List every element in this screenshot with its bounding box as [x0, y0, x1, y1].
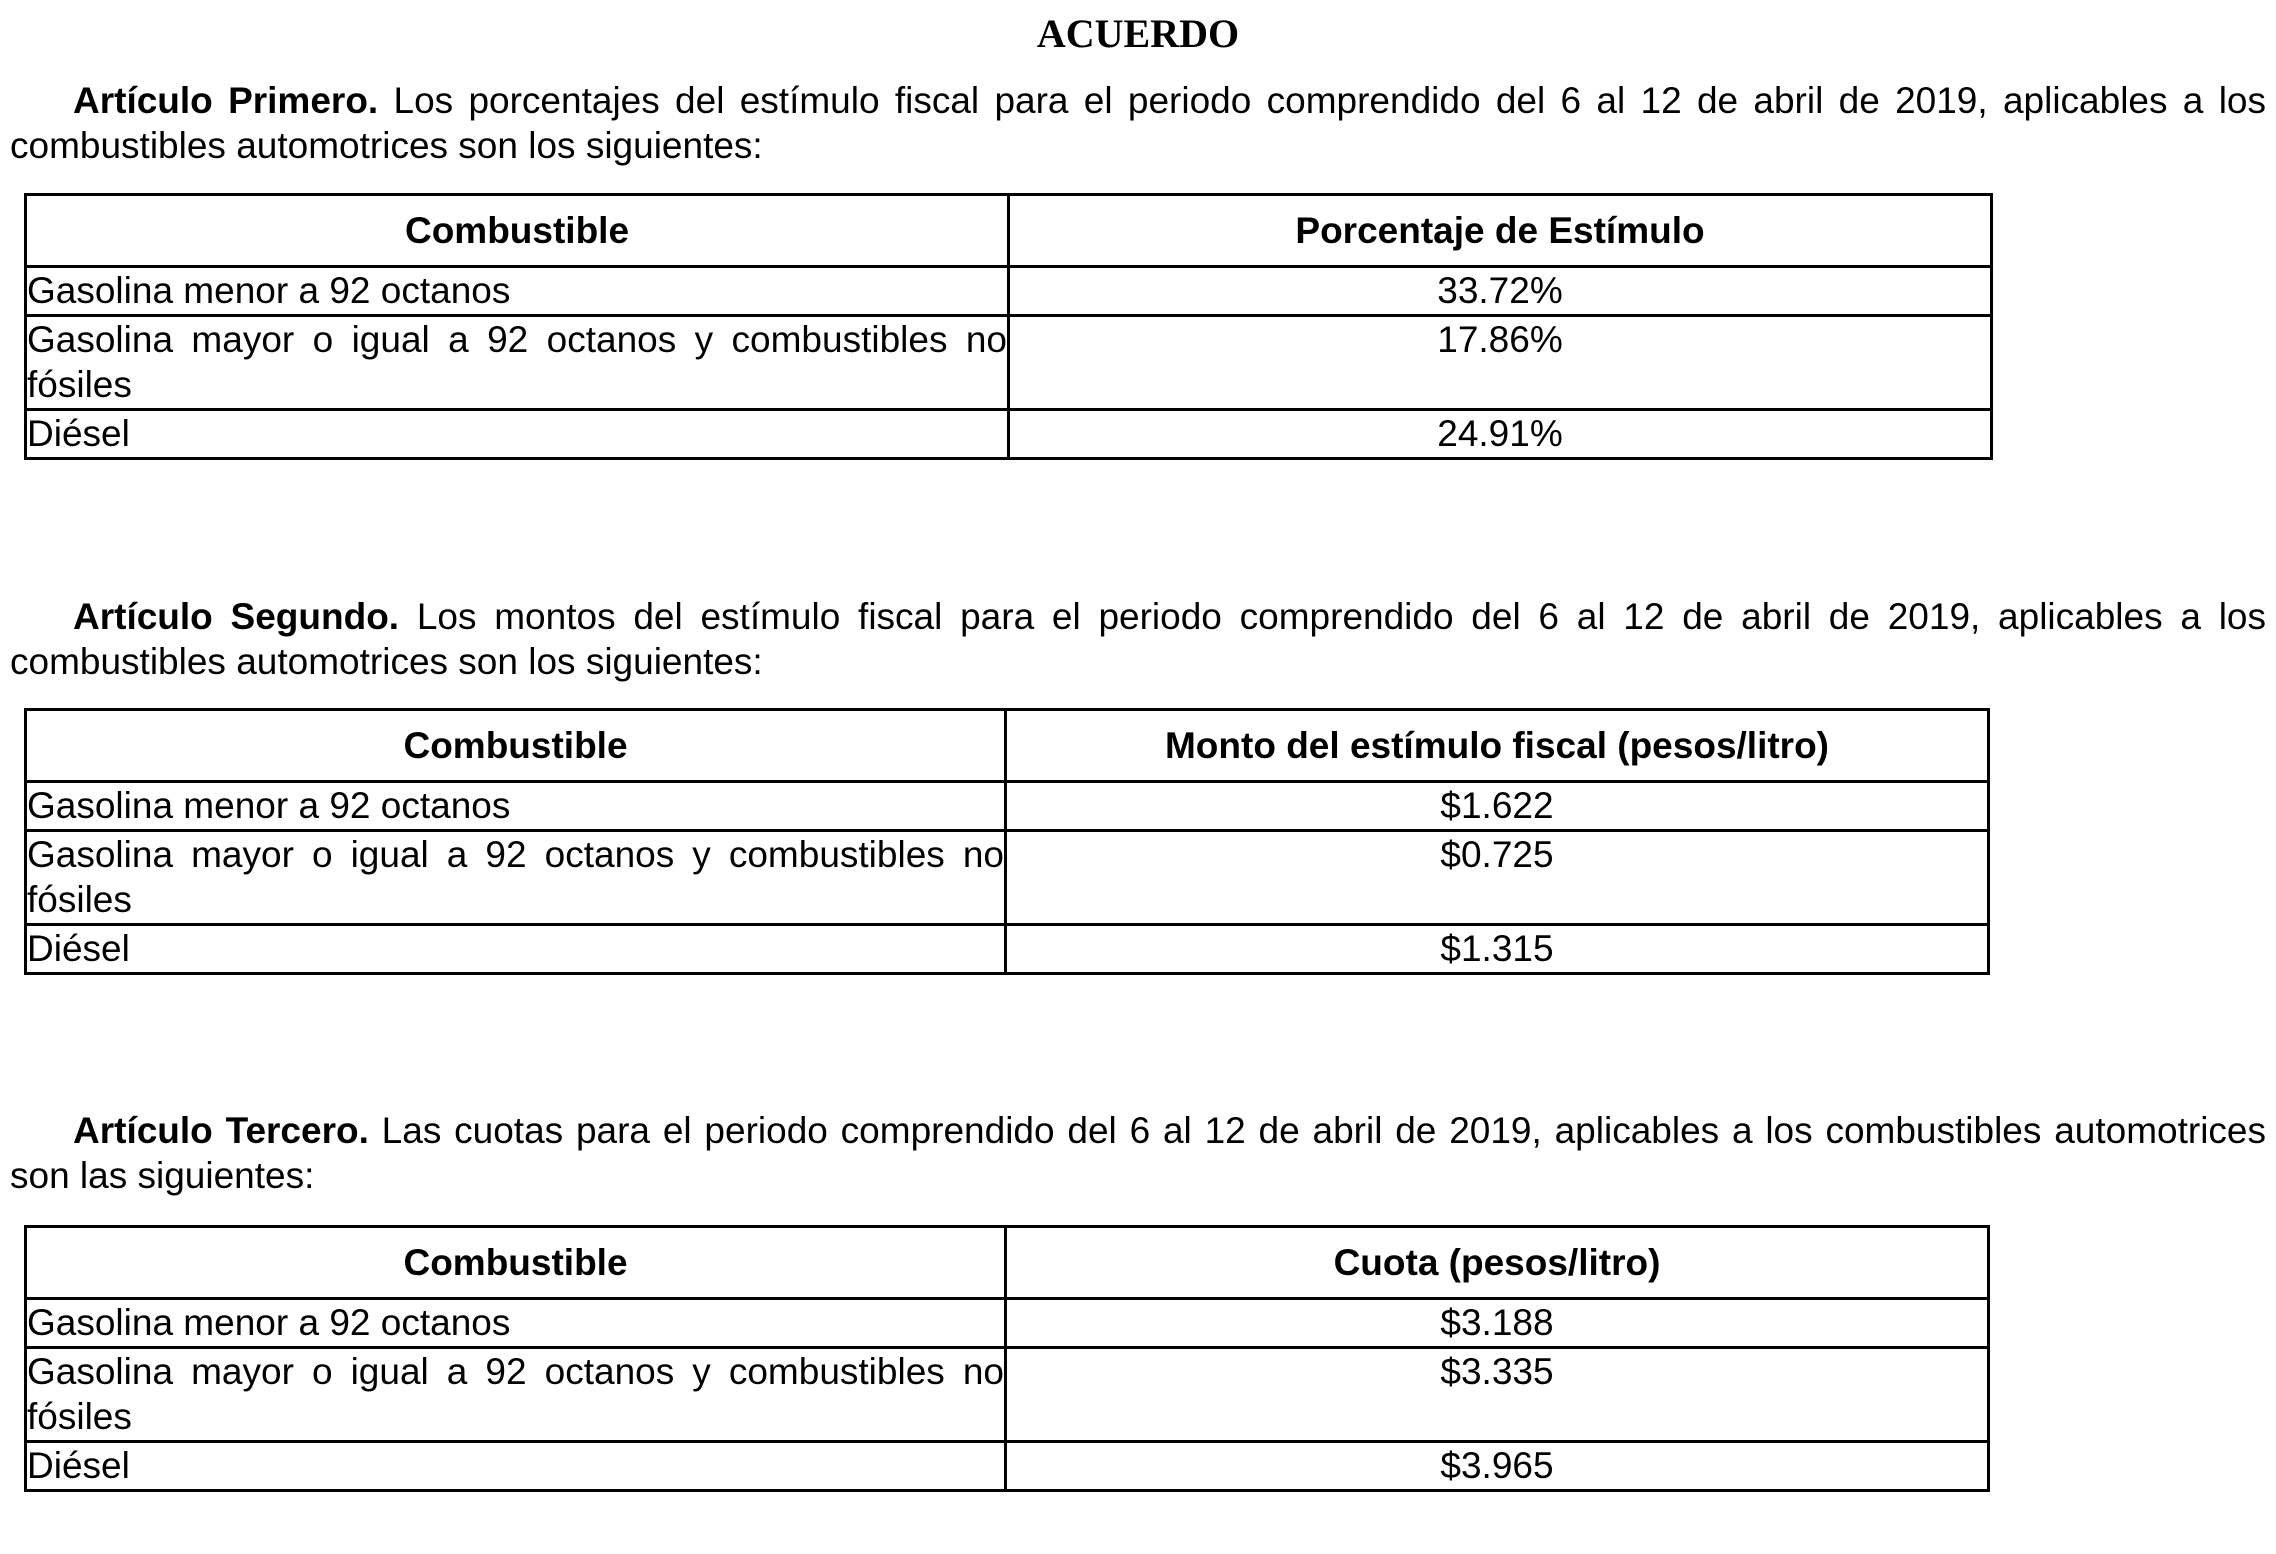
value-cell: $3.965 [1006, 1442, 1989, 1491]
article-primero-text: Los porcentajes del estímulo fiscal para el periodo comprendido del 6 al 12 de abril de 2019, aplicables a los combustibles automotrices son los siguientes: [10, 80, 2266, 166]
fuel-cell: Gasolina mayor o igual a 92 octanos y combustibles no fósiles [26, 831, 1006, 925]
table-row [26, 1299, 1989, 1348]
header-porcentaje: Porcentaje de Estímulo [1009, 195, 1992, 267]
article-segundo-text: Los montos del estímulo fiscal para el periodo comprendido del 6 al 12 de abril de 2019, aplicables a los combustibles automotrices son los siguientes: [10, 596, 2266, 682]
header-monto: Monto del estímulo fiscal (pesos/litro) [1006, 710, 1989, 782]
table-row [26, 782, 1989, 831]
fuel-cell: Diésel [26, 410, 1009, 459]
fuel-cell: Diésel [26, 1442, 1006, 1491]
table-header-row [26, 1227, 1989, 1299]
article-tercero-title: Artículo Tercero. [73, 1110, 369, 1151]
header-cuota: Cuota (pesos/litro) [1006, 1227, 1989, 1299]
table-row [26, 267, 1992, 316]
value-cell: 33.72% [1009, 267, 1992, 316]
value-cell: $1.622 [1006, 782, 1989, 831]
fuel-cell: Gasolina menor a 92 octanos [26, 267, 1009, 316]
header-combustible: Combustible [26, 195, 1009, 267]
table-header-row [26, 195, 1992, 267]
article-tercero-paragraph [10, 1108, 2266, 1198]
table-row [26, 925, 1989, 974]
table-row [26, 410, 1992, 459]
fuel-cell: Gasolina mayor o igual a 92 octanos y combustibles no fósiles [26, 1348, 1006, 1442]
table-cuota [24, 1225, 1990, 1492]
table-row [26, 831, 1989, 925]
article-tercero-text: Las cuotas para el periodo comprendido del 6 al 12 de abril de 2019, aplicables a los combustibles automotrices son las siguientes: [10, 1110, 2266, 1196]
article-segundo-paragraph [10, 594, 2266, 684]
fuel-cell: Gasolina menor a 92 octanos [26, 782, 1006, 831]
table-monto-estimulo [24, 708, 1990, 975]
value-cell: $3.335 [1006, 1348, 1989, 1442]
table-row [26, 1442, 1989, 1491]
header-combustible: Combustible [26, 710, 1006, 782]
table-porcentaje-estimulo [24, 193, 1993, 460]
article-segundo-title: Artículo Segundo. [73, 596, 400, 637]
fuel-cell: Diésel [26, 925, 1006, 974]
table-header-row [26, 710, 1989, 782]
article-primero-paragraph [10, 78, 2266, 168]
value-cell: 24.91% [1009, 410, 1992, 459]
header-combustible: Combustible [26, 1227, 1006, 1299]
table-row [26, 316, 1992, 410]
document-heading: ACUERDO [1036, 11, 1240, 56]
value-cell: $1.315 [1006, 925, 1989, 974]
table-row [26, 1348, 1989, 1442]
article-primero-title: Artículo Primero. [73, 80, 379, 121]
fuel-cell: Gasolina mayor o igual a 92 octanos y combustibles no fósiles [26, 316, 1009, 410]
value-cell: $3.188 [1006, 1299, 1989, 1348]
fuel-cell: Gasolina menor a 92 octanos [26, 1299, 1006, 1348]
value-cell: 17.86% [1009, 316, 1992, 410]
value-cell: $0.725 [1006, 831, 1989, 925]
